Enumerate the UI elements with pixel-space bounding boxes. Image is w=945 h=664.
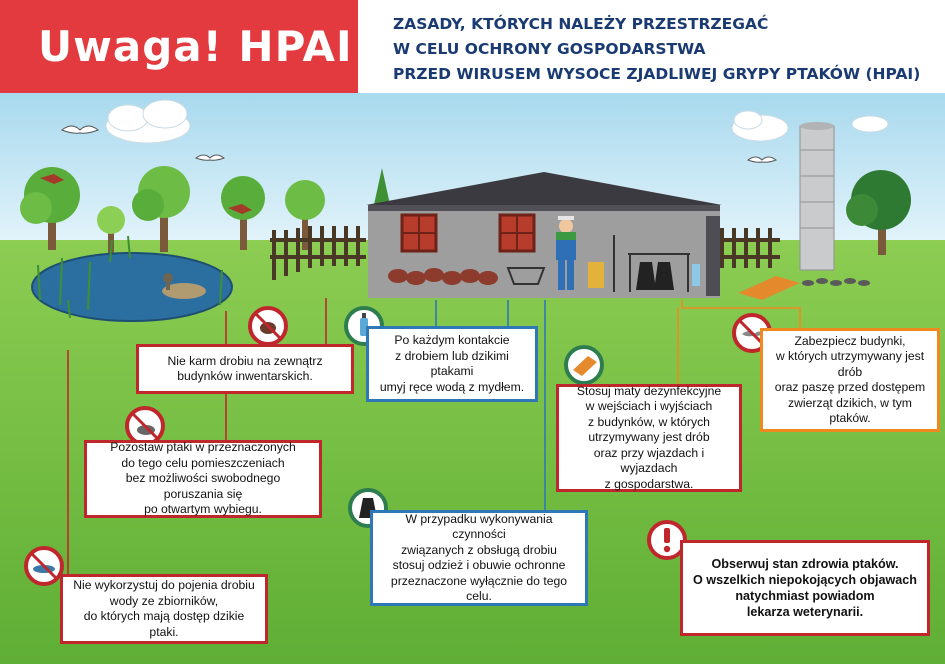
card-line: zwierząt dzikich, w tym ptaków.: [788, 395, 912, 425]
card-line: Zabezpiecz budynki,: [794, 333, 906, 348]
header-line: PRZED WIRUSEM WYSOCE ZJADLIWEJ GRYPY PTAKÓW (HPAI): [393, 65, 921, 83]
card-line: związanych z obsługą drobiu: [401, 542, 557, 557]
card-no-pond-water: [60, 574, 268, 644]
card-protective-clothing: [370, 510, 588, 606]
silo: [800, 122, 834, 270]
header-text: [393, 12, 945, 87]
card-line: Stosuj maty dezynfekcyjne: [576, 383, 722, 398]
card-line: stosuj odzież i obuwie ochronne: [392, 558, 566, 572]
card-line: do tego celu pomieszczeniach: [121, 455, 285, 470]
card-keep-birds-indoors: [84, 440, 322, 518]
card-secure-buildings: [760, 328, 940, 432]
bucket: [588, 262, 604, 288]
header-line: ZASADY, KTÓRYCH NALEŻY PRZESTRZEGAĆ: [393, 15, 769, 33]
card-line: Pozostaw ptaki w przeznaczonych: [110, 440, 296, 455]
card-line: przeznaczone wyłącznie do tego celu.: [390, 573, 568, 603]
card-line: Po każdym kontakcie: [394, 333, 510, 347]
card-line: Obserwuj stan zdrowia ptaków.: [711, 557, 899, 571]
card-line: wody ze zbiorników,: [109, 593, 219, 608]
card-line: lekarza weterynarii.: [746, 605, 864, 619]
card-line: z drobiem lub dzikimi ptakami: [395, 348, 509, 378]
card-line: oraz paszę przed dostępem: [774, 380, 926, 394]
no-feeding-outdoors-icon: [250, 308, 286, 344]
card-line: bez możliwości swobodnego poruszania się: [125, 471, 281, 501]
card-line: Nie karm drobiu na zewnątrz: [167, 353, 323, 368]
card-line: umyj ręce wodą z mydłem.: [379, 379, 525, 394]
card-line: O wszelkich niepokojących objawach: [693, 573, 917, 587]
disinfection-mat-icon: [566, 347, 602, 383]
card-line: Nie wykorzystuj do pojenia drobiu: [73, 578, 255, 592]
card-line: z gospodarstwa.: [604, 476, 694, 491]
card-line: do których mają dostęp dzikie ptaki.: [83, 609, 245, 639]
card-line: z budynków, w których: [588, 414, 710, 429]
card-line: W przypadku wykonywania czynności: [405, 511, 553, 541]
card-disinfection-mats: [556, 384, 742, 492]
card-line: w których utrzymywany jest drób: [775, 349, 925, 379]
card-wash-hands: [366, 326, 538, 402]
card-line: w wejściach i wyjściach: [585, 399, 713, 414]
card-feed-indoors: [136, 344, 354, 394]
header-line: W CELU OCHRONY GOSPODARSTWA: [393, 40, 706, 58]
card-line: oraz przy wjazdach i wyjazdach: [593, 445, 705, 476]
no-free-range-icon: [127, 408, 163, 444]
card-line: po otwartym wybiegu.: [144, 502, 262, 517]
title-banner: [0, 0, 358, 93]
card-line: utrzymywany jest drób: [588, 430, 710, 445]
card-line: natychmiast powiadom: [735, 589, 875, 603]
spray-bottle: [692, 264, 700, 286]
card-line: budynków inwentarskich.: [177, 369, 313, 383]
cloud: [106, 100, 190, 143]
title-text: Uwaga! HPAI: [38, 22, 353, 71]
card-observe-health: [680, 540, 930, 636]
no-pond-water-icon: [26, 548, 62, 584]
cloud: [852, 116, 888, 132]
